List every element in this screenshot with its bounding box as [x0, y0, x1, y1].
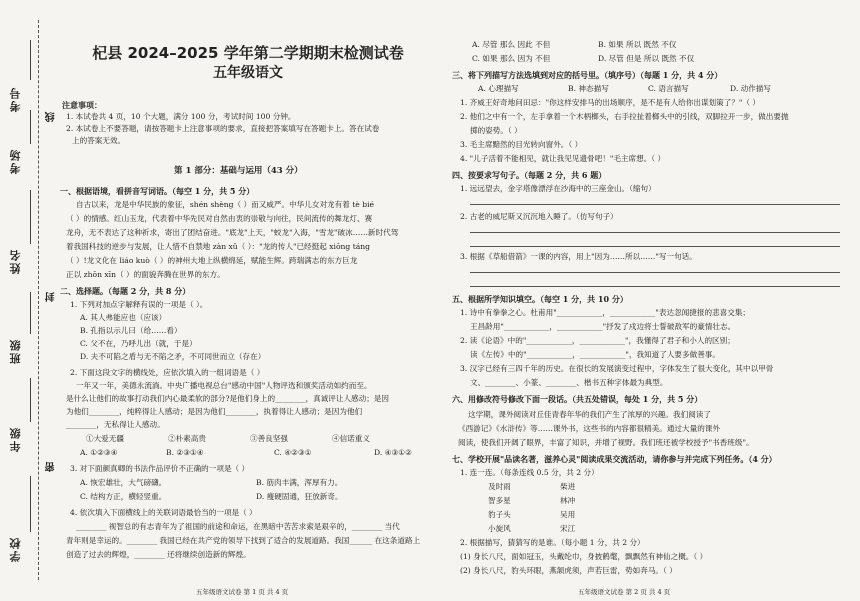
- q2-4: 4. 依次填入下面横线上的关联词语最恰当的一项是（ ）: [70, 508, 257, 517]
- q1-line: 着我国科技的逆步与发展，让人惜不自禁地 zàn xǔ（ ）："龙的传人"已经挺起 xiōng táng: [66, 242, 371, 251]
- q5-item: 2. 读《论语》中的"____________，____________"，我懂得了君子和小人的区别；: [460, 336, 735, 345]
- q6-heading: 六、用修改符号修改下面一段话。（共五处错误，每处 1 分，共 5 分）: [452, 394, 703, 404]
- option: B. 如果 所以 既然 不仅: [598, 40, 677, 49]
- q5-heading: 五、根据所学知识填空。（每空 1 分，共 10 分）: [452, 294, 628, 304]
- q3-heading: 三、将下列描写方法选填到对应的括号里。（填序号）（每题 1 分，共 4 分）: [452, 70, 723, 80]
- field-label-exam-number: 考号: [9, 86, 22, 112]
- q2-2: 2. 下面这段文字的横线处，应依次填入的一组词语是（ ）: [70, 368, 265, 377]
- q1-line: 正以 zhōn xīn（ ）的面貌奔腾在世界的东方。: [66, 270, 225, 279]
- q5-item: 1. 诗中有拳拳之心。杜甫用"____________，____________"表达忽闻捷报的悲喜交集；: [460, 308, 751, 317]
- option: C. 如果 那么 因为 不但: [472, 54, 551, 63]
- q3-choice: B. 神态描写: [568, 84, 609, 93]
- option: D. 瘦硬固通，狂放新奇。: [256, 492, 343, 501]
- q3-item: 4. "儿子活着不能相见，就让我见见遗骨吧！"毛主席想。（ ）: [460, 154, 666, 163]
- q3-item: 3. 毛主席黯然的目光转向窗外。（ ）: [460, 140, 583, 149]
- option: B. 孔指以示儿曰（给……看）: [80, 326, 182, 335]
- q3-item: 掷的姿势。（ ）: [470, 126, 522, 135]
- option: C. 父不在，乃呼儿出（就，于是）: [80, 339, 197, 348]
- q7-2-item: (2) 身长八尺，豹头环眼，燕颔虎须，声若巨雷，势如奔马。（ ）: [460, 566, 677, 575]
- match-right[interactable]: 吴用: [560, 510, 576, 519]
- q1-line: （ ）!龙文化在 liáo kuò（ ）的神州大地上纵横绵延，赋能生辉。跨瑞满志的东方巨龙: [66, 256, 358, 265]
- note-line: 1. 本试卷共 4 页，10 个大题，满分 100 分，考试时间 100 分钟。: [66, 112, 296, 121]
- q2-2-para: ________，无私得让人感动。: [66, 420, 165, 429]
- field-blank: [30, 476, 31, 532]
- q2-4-para: ________ 视智总的有志青年为了祖国的前途和命运，在黑暗中苦苦求索是艰辛的，________ 当代: [76, 522, 400, 531]
- q3-choice: A. 心理描写: [478, 84, 519, 93]
- option: A. 恢宏雄壮，大气磅礴。: [80, 478, 167, 487]
- q5-item: 3. 汉字已经有三四千年的历史。在很长的发展演变过程中，字体发生了很大变化，其中以甲骨: [460, 364, 774, 373]
- field-label-grade: 年级: [9, 426, 22, 452]
- q6-para: 《西游记》《水浒传》等……课外书，这些书的内容都很精美。通过大量的课外: [458, 424, 720, 433]
- binding-margin: [0, 0, 57, 601]
- q2-4-para: 创造了过去的辉煌，________ 还将继续创造新的辉煌。: [66, 550, 251, 559]
- q7-heading: 七、学校开展"品读名著，滋养心灵"阅读成果交流活动，请你参与并完成下列任务。（4 分）: [452, 454, 777, 464]
- field-label-school: 学校: [9, 536, 22, 562]
- q4-item: 3. 根据《草船借箭》一课的内容，用上"因为……所以……"写一句话。: [460, 252, 697, 261]
- option: D. 尽管 但是 所以 既然 不仅: [598, 54, 695, 63]
- option: A. 尽管 那么 因此 不但: [472, 40, 551, 49]
- option: B. ②③①④: [166, 448, 204, 457]
- answer-line: [470, 246, 840, 247]
- q2-3: 3. 对下面颜真卿的书法作品评价不正确的一项是（ ）: [70, 464, 250, 473]
- match-left[interactable]: 豹子头: [488, 510, 511, 519]
- option: D. ④③①②: [374, 448, 412, 457]
- q2-4-para: 青年则是幸运的。________ 我国已经在共产党的领导下找到了适合的发展道路。我国______ 在这条道路上: [66, 536, 421, 545]
- word-choice: ②朴素高贵: [168, 434, 206, 443]
- word-choice: ③善良坚强: [250, 434, 288, 443]
- word-choice: ①大爱无疆: [86, 434, 124, 443]
- note-line: 2. 本试卷上不要答题，请按答题卡上注意事项的要求，直接把答案填写在答题卡上。答在试卷: [66, 124, 380, 133]
- q1-heading: 一、根据语境，看拼音写词语。（每空 1 分，共 5 分）: [60, 186, 255, 196]
- option: A. 其人弗能应也（应该）: [80, 313, 167, 322]
- q4-item: 1. 远远望去，金字塔像漂浮在沙海中的三座金山。（缩句）: [460, 184, 656, 193]
- q2-heading: 二、选择题。（每题 2 分，共 8 分）: [60, 286, 191, 296]
- cut-mark: 线: [46, 112, 57, 122]
- q7-1: 1. 连一连。（每条连线 0.5 分，共 2 分）: [460, 468, 599, 477]
- q2-2-para: 是什么让他们的故事打动我们内心最柔软的部分?是他们身上的________，真诚评让人感动；是因: [66, 394, 390, 403]
- q6-para: 阅读，使我们开阔了眼界，丰富了知识，并增了视野。我们班还被学校授予"书香班级"。: [458, 438, 754, 447]
- option: C. ④②③①: [274, 448, 312, 457]
- q1-line: （ ）的情感。红山玉龙，代表着中华先民对自然由衷的崇敬与向往，民间流传的舞龙灯、赛: [66, 214, 373, 223]
- q2-2-para: 一年又一年，美德永流淌。中央广播电视总台"感动中国"人物评选和颁奖活动如约而至。: [76, 381, 372, 390]
- answer-line: [470, 232, 840, 233]
- match-right[interactable]: 宋江: [560, 524, 576, 533]
- page-footer: 五年级语文试卷 第 2 页 共 4 页: [578, 588, 671, 596]
- part-heading: 第 1 部分：基础与运用（43 分）: [174, 166, 303, 176]
- answer-line: [470, 204, 840, 205]
- field-label-exam-room: 考场: [9, 148, 22, 174]
- option: B. 筋肉丰满，浑厚有力。: [256, 478, 343, 487]
- q6-para: 这学期，课外阅读对丘佳青春年华的我们产生了浓厚的兴趣。我们阅读了: [468, 410, 711, 419]
- q4-heading: 四、按要求写句子。（每题 2 分，共 6 题）: [452, 170, 607, 180]
- field-label-name: 姓名: [9, 248, 22, 274]
- q7-2-item: (1) 身长八尺，面如冠玉，头戴纶巾，身披鹤氅，飘飘然有神仙之概。（ ）: [460, 552, 708, 561]
- field-blank: [30, 378, 31, 422]
- q2-1: 1. 下列对加点字解释有误的一项是（ ）。: [70, 300, 208, 309]
- field-blank: [30, 40, 31, 80]
- cut-mark: 封: [46, 292, 57, 302]
- notes-heading: 注意事项：: [62, 100, 102, 110]
- match-left[interactable]: 及时雨: [488, 482, 511, 491]
- q3-item: 2. 他们之中有一个，左手拿着一个木柄榔头，右手拉扯着榔头中的引线，双脚拉开一步，做出要抛: [460, 112, 789, 121]
- field-label-class: 班级: [9, 338, 22, 364]
- match-right[interactable]: 柴进: [560, 482, 576, 491]
- option: A. ①②③④: [80, 448, 118, 457]
- match-left[interactable]: 小旋风: [488, 524, 511, 533]
- page-2: [448, 0, 848, 601]
- q4-item: 2. 古老的威尼斯又沉沉地入睡了。（仿写句子）: [460, 212, 618, 221]
- q5-item: 文、________、小篆、________、楷书五种字体最为典型。: [470, 378, 668, 387]
- exam-subtitle: 五年级语文: [213, 65, 283, 81]
- match-left[interactable]: 智多星: [488, 496, 511, 505]
- q1-line: 龙舟，无不表达了这种祈求，寄出了团结奋进。"底龙"上天，"蛟龙"入海，"雪龙"破冰……新时代驾: [66, 228, 399, 237]
- match-right[interactable]: 林冲: [560, 496, 576, 505]
- q2-2-para: 为他们________，纯粹得让人感动；是因为他们________，执着得让人感动；是因为他们: [66, 407, 363, 416]
- q3-choice: D. 动作描写: [730, 84, 772, 93]
- q5-item: 读《左传》中的"____________，____________"，我知道了人要多做善事。: [470, 350, 720, 359]
- q1-line: 自古以来，龙是中华民族的象征，shén shèng（ ）而又威严。中华儿女对龙有着 tè bié: [76, 200, 374, 209]
- q5-item: 王昌龄用"____________，____________"抒发了戍边将士誓破敌军的豪情壮志。: [470, 322, 736, 331]
- page-1: [56, 0, 440, 601]
- cut-mark: 密: [46, 462, 57, 472]
- option: C. 结构方正，横轻竖重。: [80, 492, 167, 501]
- q3-choice: C. 语言描写: [648, 84, 689, 93]
- note-line: 上的答案无效。: [72, 136, 126, 145]
- word-choice: ④信诺重义: [332, 434, 370, 443]
- cut-line: [38, 20, 39, 580]
- q7-2: 2. 根据描写，猜猜写的是谁。（每小题 1 分，共 2 分）: [460, 538, 645, 547]
- field-blank: [30, 292, 31, 334]
- exam-title: 杞县 2024–2025 学年第二学期期末检测试卷: [92, 44, 404, 62]
- q3-item: 1. 齐威王好奇地问田忌："你这样安排马的出场顺序，是不是有人给你出谋划策了？"（ ）: [460, 98, 761, 107]
- field-blank: [30, 110, 31, 144]
- page-footer: 五年级语文试卷 第 1 页 共 4 页: [196, 588, 289, 596]
- field-blank: [30, 190, 31, 244]
- option: D. 夫不可陷之盾与无不陷之矛，不可同世而立（存在）: [80, 352, 266, 361]
- answer-line: [470, 272, 840, 273]
- answer-line: [470, 286, 840, 287]
